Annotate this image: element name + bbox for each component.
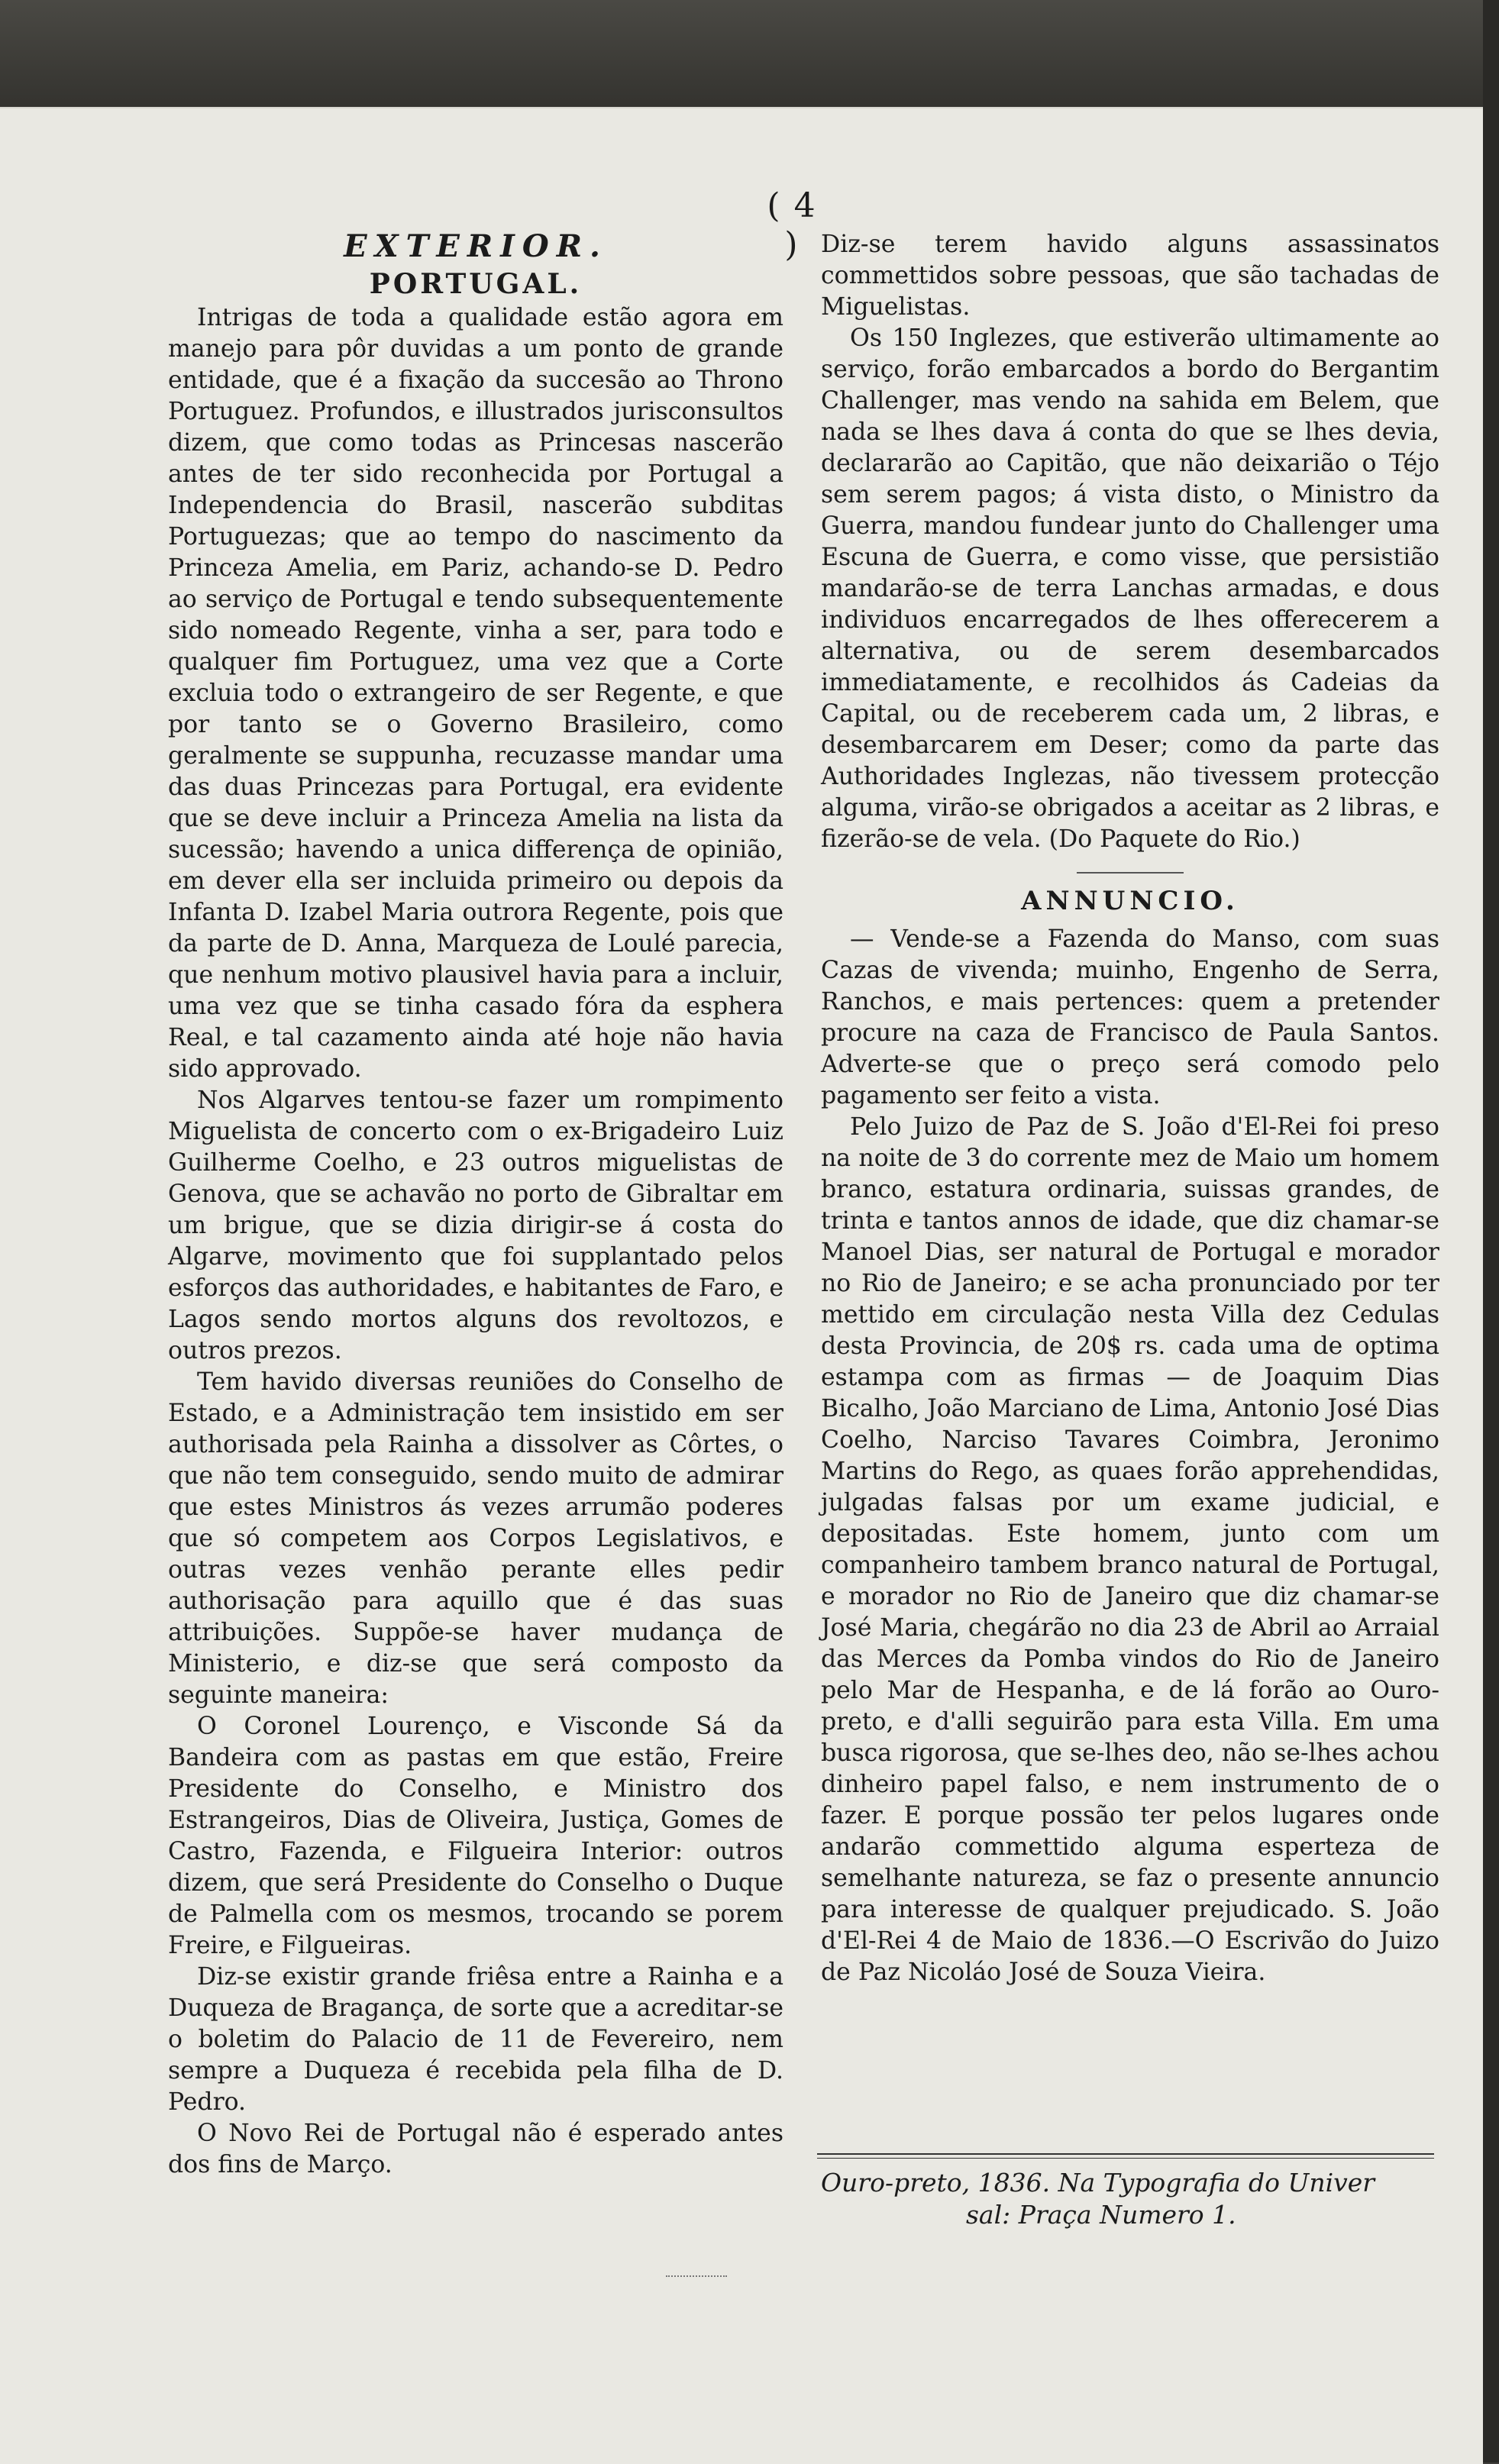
imprint-rule (817, 2153, 1434, 2155)
article-paragraph: O Coronel Lourenço, e Visconde Sá da Bandeira com as pastas em que estão, Freire Presidente do Conselho, e Ministro dos Estrangeiros, Dias de Oliveira, Justiça, Gomes de Castro, Fazenda, e Filgueira Interior: outros dizem, que será Presidente do Conselho o Duque de Palmella com os mesmos, trocando se porem Freire, e Filgueiras. (168, 1713, 783, 1959)
article-paragraph: Nos Algarves tentou-se fazer um rompimento Miguelista de concerto com o ex-Brigadeiro Luiz Guilherme Coelho, e 23 outros miguelistas de Genova, que se achavão no porto de Gibraltar em um brigue, que se dizia dirigir-se á costa do Algarve, movimento que foi supplantado pelos esforços das authoridades, e habitantes de Faro, e Lagos sendo mortos alguns dos revoltozos, e outros prezos. (168, 1087, 783, 1364)
imprint (821, 2167, 1436, 2231)
article-paragraph: Intrigas de toda a qualidade estão agora em manejo para pôr duvidas a um ponto de grande entidade, que é a fixação da succesão ao Throno Portuguez. Profundos, e illustrados jurisconsultos dizem, que como todas as Princesas nascerão antes de ter sido reconhecida por Portugal a Independencia do Brasil, nascerão subditas Portuguezas; que ao tempo do nascimento da Princeza Amelia, em Pariz, achando-se D. Pedro ao serviço de Portugal e tendo subsequentemente sido nomeado Regente, vinha a ser, para todo e qualquer fim Portuguez, uma vez que a Corte excluia todo o extrangeiro de ser Regente, e que por tanto se o Governo Brasileiro, como geralmente se suppunha, recuzasse mandar uma das duas Princezas para Portugal, era evidente que se deve incluir a Princeza Amelia na lista da sucessão; havendo a unica differença de opinião, em dever ella ser incluida primeiro ou depois da Infanta D. Izabel Maria outrora Regente, pois que da parte de D. Anna, Marqueza de Loulé parecia, que nenhum motivo plausivel havia para a incluir, uma vez que se tinha casado fóra da esphera Real, e tal cazamento ainda até hoje não havia sido approvado. (168, 304, 783, 1083)
article-paragraph: Tem havido diversas reuniões do Conselho de Estado, e a Administração tem insistido em ser authorisada pela Rainha a dissolver as Côrtes, o que não tem conseguido, sendo muito de admirar que estes Ministros ás vezes arrumão poderes que só competem aos Corpos Legislativos, e outras vezes venhão perante elles pedir authorisação para aquillo que é das suas attribuições. Suppõe-se haver mudança de Ministerio, e diz-se que será composto da seguinte maneira: (168, 1368, 783, 1709)
article-paragraph: Diz-se existir grande friêsa entre a Rainha e a Duqueza de Bragança, de sorte que a acreditar-se o boletim do Palacio de 11 de Fevereiro, nem sempre a Duqueza é recebida pela filha de D. Pedro. (168, 1963, 783, 2116)
book-spine (1483, 0, 1499, 2462)
annuncio-paragraph: Pelo Juizo de Paz de S. João d'El-Rei foi preso na noite de 3 do corrente mez de Maio um homem branco, estatura ordinaria, suissas grandes, de trinta e tantos annos de idade, que diz chamar-se Manoel Dias, ser natural de Portugal e morador no Rio de Janeiro; e se acha pronunciado por ter mettido em circulação nesta Villa dez Cedulas desta Provincia, de 20$ rs. cada uma de optima estampa com as firmas — de Joaquim Dias Bicalho, João Marciano de Lima, Antonio José Dias Coelho, Narciso Tavares Coimbra, Jeronimo Martins do Rego, as quaes forão apprehendidas, julgadas falsas por um exame judicial, e depositadas. Este homem, junto com um companheiro tambem branco natural de Portugal, e morador no Rio de Janeiro que diz chamar-se José Maria, chegárão no dia 23 de Abril ao Arraial das Merces da Pomba vindos do Rio de Janeiro pelo Mar de Hespanha, e de lá forão ao Ouro-preto, e d'alli seguirão para esta Villa. Em uma busca rigorosa, que se-lhes deo, não se-lhes achou dinheiro papel falso, e nem instrumento de o fazer. E porque possão ter pelos lugares onde andarão commettido alguma esperteza de semelhante natureza, se faz o presente annuncio para interesse de qualquer prejudicado. S. João d'El-Rei 4 de Maio de 1836.—O Escrivão do Juizo de Paz Nicoláo José de Souza Vieira. (821, 1113, 1439, 1986)
imprint-rule-thin (817, 2158, 1434, 2159)
ornament-mark (666, 2275, 727, 2279)
section-divider (1077, 872, 1184, 874)
annuncio-title: ANNUNCIO. (1021, 886, 1239, 916)
annuncio-paragraph: — Vende-se a Fazenda do Manso, com suas Cazas de vivenda; muinho, Engenho de Serra, Ranchos, e mais pertences: quem a pretender procure na caza de Francisco de Paula Santos. Adverte-se que o preço será comodo pelo pagamento ser feito a vista. (821, 925, 1439, 1109)
page-top-margin (0, 0, 1483, 107)
article-paragraph: Os 150 Inglezes, que estiverão ultimamente ao serviço, forão embarcados a bordo do Bergantim Challenger, mas vendo na sahida em Belem, que nada se lhes dava á conta do que se lhes devia, declararão ao Capitão, que não deixarião o Téjo sem serem pagos; á vista disto, o Ministro da Guerra, mandou fundear junto do Challenger uma Escuna de Guerra, e como visse, que persistião mandarão-se de terra Lanchas armadas, e dous individuos encarregados de lhes offerecerem a alternativa, ou de serem desembarcados immediatamente, e recolhidos ás Cadeias da Capital, ou de receberem cada um, 2 libras, e desembarcarem em Deser; como da parte das Authoridades Inglezas, não tivessem protecção alguma, virão-se obrigados a aceitar as 2 libras, e fizerão-se de vela. (Do Paquete do Rio.) (821, 325, 1439, 853)
section-title: EXTERIOR. (344, 228, 608, 264)
left-column (168, 229, 783, 2181)
section-subtitle: PORTUGAL. (369, 268, 583, 300)
imprint-line-1: Ouro-preto, 1836. Na Typografia do Univer (821, 2168, 1375, 2198)
article-paragraph: Diz-se terem havido alguns assassinatos commettidos sobre pessoas, que são tachadas de Miguelistas. (821, 231, 1439, 321)
page-number: ( 4 ) (767, 186, 817, 264)
imprint-line-2: sal: Praça Numero 1. (966, 2200, 1236, 2230)
right-column (821, 229, 1439, 1988)
article-paragraph: O Novo Rei de Portugal não é esperado antes dos fins de Março. (168, 2120, 783, 2178)
